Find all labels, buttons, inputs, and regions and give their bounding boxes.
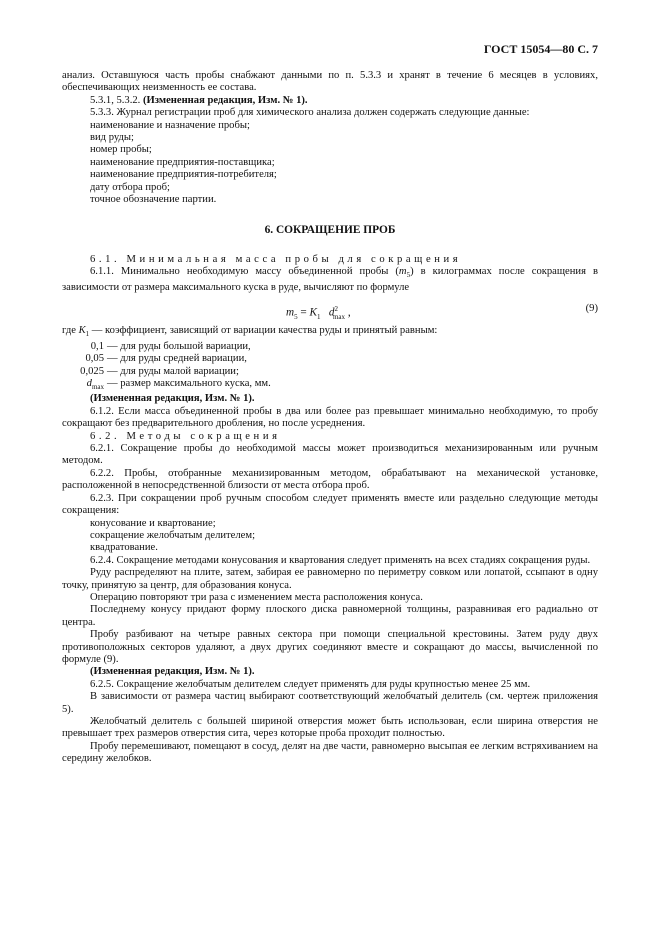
paragraph-6-2-4: 6.2.4. Сокращение методами конусования и квартования следует применять на всех стадиях сокращения руды. — [90, 554, 591, 566]
formula-expression: $m_5 = K_1$ $d^2_{max}$ , — [286, 305, 351, 322]
page-header: ГОСТ 15054—80 С. 7 — [483, 42, 598, 56]
list-item: наименование предприятия-поставщика; — [90, 156, 275, 168]
paragraph-divider-width: Желобчатый делитель с большей шириной отверстия может быть использован, если ширина отверстия не превышает трех размеров отверстия сита, через которые проба проходит полностью. — [62, 716, 598, 740]
paragraph-6-2-3: 6.2.3. При сокращении проб ручным способом следует применять вместе или раздельно следующие методы сокращения: — [62, 492, 598, 517]
reduction-methods-list — [62, 518, 598, 555]
document-body — [62, 70, 598, 766]
journal-fields-list — [62, 120, 598, 207]
paragraph-divider-choice: В зависимости от размера частиц выбирают соответствующий желобчатый делитель (см. чертеж приложения 5). — [62, 691, 598, 715]
list-item: квадратование. — [90, 542, 158, 554]
amendment-note: (Измененная редакция, Изм. № 1). — [90, 393, 255, 405]
paragraph-mixing: Пробу перемешивают, помещают в сосуд, делят на две части, равномерно высыпая ее легким встряхиванием на середину желобков. — [62, 740, 598, 765]
paragraph-ore-distribution: Руду распределяют на плите, затем, забирая ее равномерно по периметру совком или лопатой, ссыпают в одну точку, принятую за центр, для образования конуса. — [62, 567, 598, 591]
paragraph-6-1-2: 6.1.2. Если масса объединенной пробы в два или более раз превышает минимально необходимую, то пробу сокращают без предварительного дробления, но после усреднения. — [62, 405, 598, 430]
amendment-note: (Измененная редакция, Изм. № 1). — [90, 666, 255, 678]
paragraph-last-cone: Последнему конусу придают форму плоского диска равномерной толщины, разравнивая его радиально от центра. — [62, 604, 598, 628]
coefficient-values — [62, 341, 598, 394]
paragraph-6-2-2: 6.2.2. Пробы, отобранные механизированным методом, обрабатывают на механической установке, расположенной в непосредственной близости от места отбора проб. — [62, 467, 598, 492]
paragraph-operation-repeat: Операцию повторяют три раза с изменением места расположения конуса. — [90, 591, 423, 603]
subsection-6-2-title: 6.2. Методы сокращения — [90, 430, 281, 442]
amendment-note: (Измененная редакция, Изм. № 1). — [142, 94, 308, 106]
paragraph-5-3-3: 5.3.3. Журнал регистрации проб для химического анализа должен содержать следующие данные: — [90, 107, 530, 119]
list-item: наименование и назначение пробы; — [90, 119, 250, 131]
list-item: конусование и квартование; — [90, 517, 216, 529]
formula-9 — [62, 298, 598, 322]
dmax-row: $d_{max}$ — размер максимального куска, мм. — [86, 377, 271, 392]
formula-legend: где $K_1$ — коэффициент, зависящий от вариации качества руды и принятый равным: — [62, 325, 438, 339]
list-item: сокращение желобчатым делителем; — [90, 529, 256, 541]
paragraph-continuation: анализ. Оставшуюся часть пробы снабжают данными по п. 5.3.3 и хранят в течение 6 месяцев в условиях, обеспечивающих неизменность ее состава. — [62, 70, 598, 94]
coefficient-row: 0,025 — для руды малой вариации; — [80, 365, 239, 377]
list-item: номер пробы; — [90, 144, 152, 156]
paragraph-6-2-5: 6.2.5. Сокращение желобчатым делителем следует применять для руды крупностью менее 25 мм. — [90, 678, 531, 690]
list-item: наименование предприятия-потребителя; — [90, 169, 277, 181]
list-item: точное обозначение партии. — [90, 194, 217, 206]
subsection-6-1-title: 6.1. Минимальная масса пробы для сокращения — [90, 253, 462, 265]
paragraph-6-2-1: 6.2.1. Сокращение пробы до необходимой массы может производиться механизированным или ручным методом. — [62, 443, 598, 467]
paragraph-5-3-1 — [62, 95, 598, 107]
list-item: дату отбора проб; — [90, 181, 170, 193]
section-title: 6. СОКРАЩЕНИЕ ПРОБ — [264, 224, 396, 237]
paragraph-sectors: Пробу разбивают на четыре равных сектора при помощи специальной крестовины. Затем руду двух противоположных секторов удаляют, а двух других соединяют вместе и сокращают до массы, вычисленной по формуле (9). — [62, 629, 598, 665]
list-item: вид руды; — [90, 132, 134, 144]
paragraph-6-1-1: 6.1.1. Минимально необходимую массу объединенной пробы $(m_5)$ в килограммах после сокращения в зависимости от размера максимального куска в руде, вычисляют по формуле — [62, 266, 598, 293]
clause-ref: 5.3.1, 5.3.2. — [90, 94, 141, 106]
coefficient-row: 0,05 — для руды средней вариации, — [85, 353, 247, 365]
formula-number: (9) — [585, 303, 598, 315]
coefficient-row: 0,1 — для руды большой вариации, — [90, 340, 251, 352]
